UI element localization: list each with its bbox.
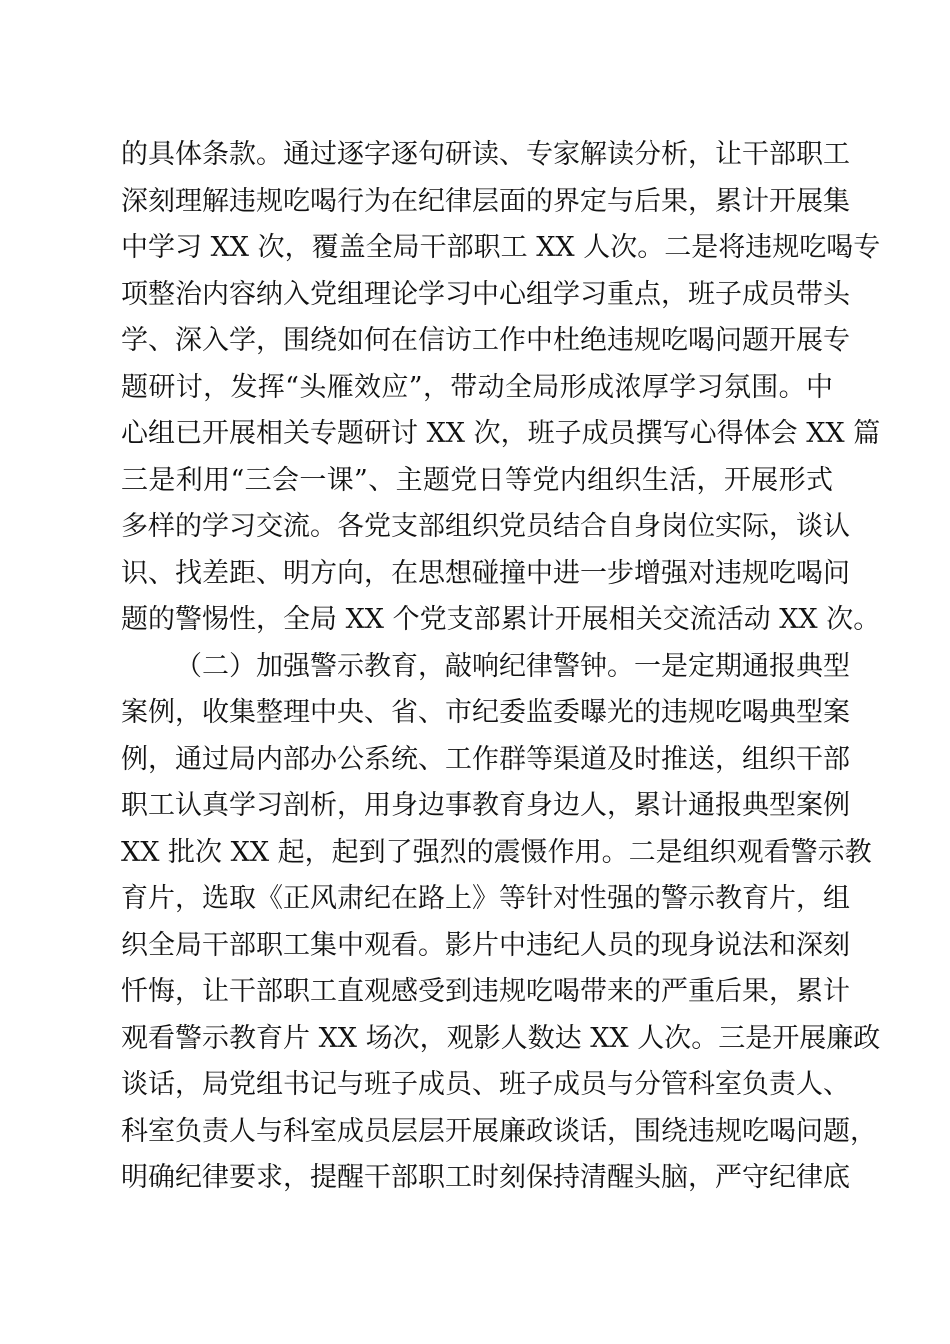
text-line: 学、深入学，围绕如何在信访工作中杜绝违规吃喝问题开展专 [121,325,850,356]
text-line: 谈话，局党组书记与班子成员、班子成员与分管科室负责人、 [121,1069,850,1100]
text-line: 案例，收集整理中央、省、市纪委监委曝光的违规吃喝典型案 [121,697,850,728]
body-text [121,132,881,1202]
text-line: 育片，选取《正风肃纪在路上》等针对性强的警示教育片，组 [121,883,850,914]
text-line: 识、找差距、明方向，在思想碰撞中进一步增强对违规吃喝问 [121,557,850,589]
text-line: 的具体条款。通过逐字逐句研读、专家解读分析，让干部职工 [121,139,850,170]
text-line: 三是利用“三会一课”、主题党日等党内组织生活，开展形式 [121,464,833,496]
text-line: 题的警惕性，全局 XX 个党支部累计开展相关交流活动 XX 次。 [121,604,881,635]
text-line: 科室负责人与科室成员层层开展廉政谈话，围绕违规吃喝问题， [121,1115,877,1147]
text-line: 明确纪律要求，提醒干部职工时刻保持清醒头脑，严守纪律底 [121,1162,850,1193]
text-line: 心组已开展相关专题研讨 XX 次，班子成员撰写心得体会 XX 篇 [121,418,881,449]
text-line: 职工认真学习剖析，用身边事教育身边人，累计通报典型案例 [121,790,850,821]
section-heading-line: （二）加强警示教育，敲响纪律警钟。一是定期通报典型 [175,650,850,682]
text-line: 例，通过局内部办公系统、工作群等渠道及时推送，组织干部 [121,743,850,775]
text-line: XX 批次 XX 起，起到了强烈的震慑作用。二是组织观看警示教 [121,836,872,868]
text-line: 忏悔，让干部职工直观感受到违规吃喝带来的严重后果，累计 [121,976,850,1007]
text-line: 中学习 XX 次，覆盖全局干部职工 XX 人次。二是将违规吃喝专 [121,232,881,263]
text-line: 项整治内容纳入党组理论学习中心组学习重点，班子成员带头 [121,278,850,310]
text-line: 织全局干部职工集中观看。影片中违纪人员的现身说法和深刻 [121,929,850,961]
text-line: 深刻理解违规吃喝行为在纪律层面的界定与后果，累计开展集 [121,185,850,217]
text-line: 多样的学习交流。各党支部组织党员结合自身岗位实际，谈认 [121,511,850,542]
text-line: 题研讨，发挥“头雁效应”，带动全局形成浓厚学习氛围。中 [121,371,833,403]
text-line: 观看警示教育片 XX 场次，观影人数达 XX 人次。三是开展廉政 [121,1022,881,1054]
